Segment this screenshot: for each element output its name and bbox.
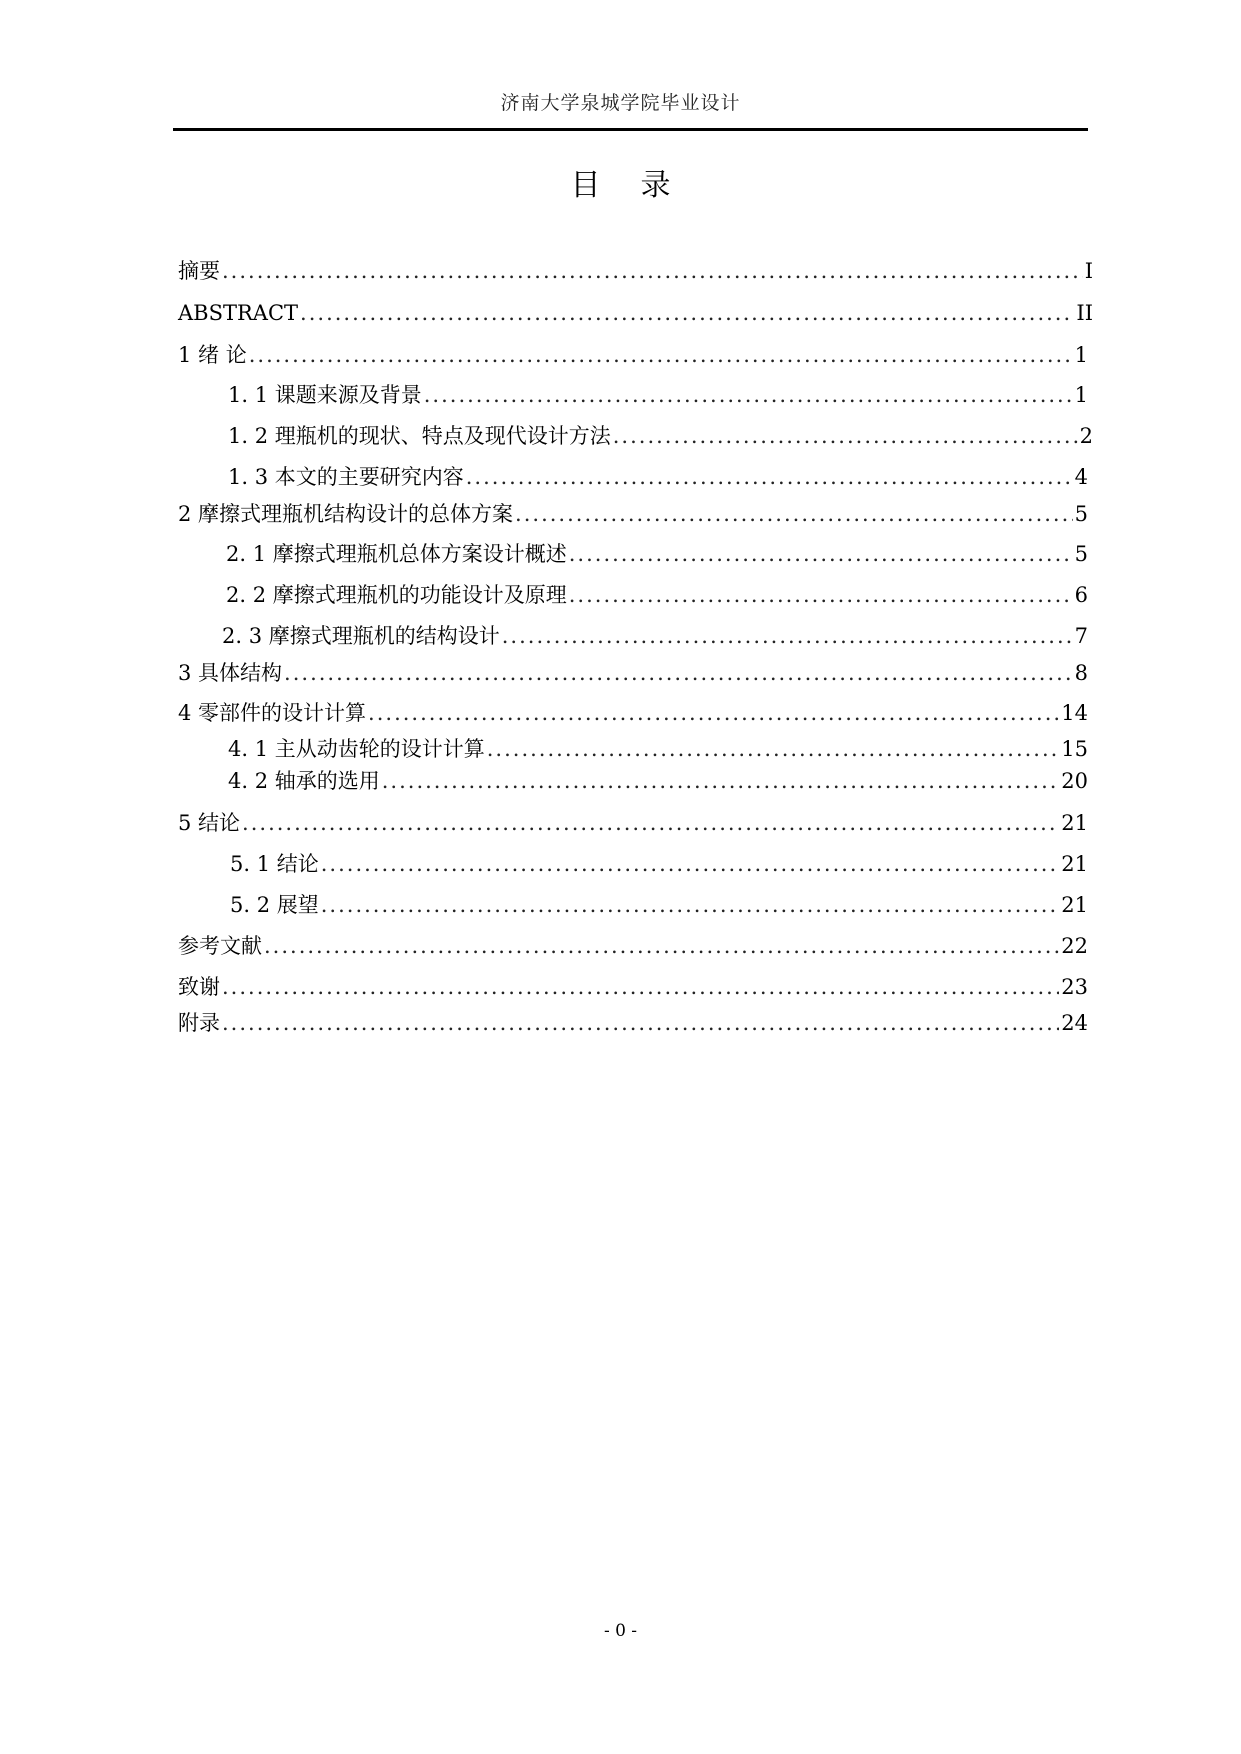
toc-entry-page: I	[1084, 259, 1093, 283]
toc-entry-page: 21	[1061, 893, 1088, 917]
toc-entry-page: 1	[1074, 383, 1088, 407]
dot-leader	[222, 258, 1083, 284]
toc-entry-label: 5 结论	[178, 811, 241, 835]
toc-entry-section-4-1[interactable]	[228, 736, 1088, 762]
toc-entry-label: 1. 1 课题来源及背景	[228, 383, 422, 407]
dot-leader	[242, 810, 1059, 836]
toc-entry-references[interactable]	[178, 933, 1088, 959]
dot-leader	[515, 501, 1073, 527]
toc-entry-acknowledgements[interactable]	[178, 974, 1088, 1000]
toc-entry-page: 2	[1079, 424, 1093, 448]
toc-entry-page: 6	[1074, 583, 1088, 607]
toc-entry-page: 14	[1061, 701, 1088, 725]
dot-leader	[466, 464, 1073, 490]
toc-entry-page: 22	[1061, 934, 1088, 958]
toc-entry-page: 15	[1061, 737, 1088, 761]
toc-entry-section-2-3[interactable]	[222, 623, 1088, 649]
toc-entry-abstract-en[interactable]	[178, 300, 1093, 326]
toc-title: 目录	[570, 168, 711, 203]
dot-leader	[569, 541, 1073, 567]
toc-entry-section-1-2[interactable]	[228, 423, 1093, 449]
toc-entry-section-4-2[interactable]	[228, 768, 1088, 794]
header-divider	[173, 128, 1088, 131]
dot-leader	[321, 892, 1060, 918]
dot-leader	[424, 382, 1073, 408]
toc-entry-label: 4 零部件的设计计算	[178, 701, 367, 725]
toc-entry-section-5-2[interactable]	[230, 892, 1088, 918]
toc-entry-page: II	[1076, 301, 1093, 325]
toc-entry-label: 2 摩擦式理瓶机结构设计的总体方案	[178, 502, 514, 526]
toc-entry-chapter-3[interactable]	[178, 660, 1088, 686]
toc-entry-label: 致谢	[178, 975, 220, 999]
toc-entry-page: 5	[1074, 502, 1088, 526]
dot-leader	[284, 660, 1073, 686]
dot-leader	[502, 623, 1073, 649]
dot-leader	[321, 851, 1060, 877]
dot-leader	[300, 300, 1074, 326]
dot-leader	[368, 700, 1059, 726]
dot-leader	[264, 933, 1059, 959]
toc-entry-page: 20	[1061, 769, 1088, 793]
toc-entry-page: 7	[1074, 624, 1088, 648]
toc-entry-section-2-2[interactable]	[226, 582, 1088, 608]
toc-entry-page: 4	[1074, 465, 1088, 489]
dot-leader	[613, 423, 1078, 449]
page-number: - 0 -	[603, 1621, 638, 1641]
toc-entry-label: 5. 2 展望	[230, 893, 319, 917]
toc-entry-section-5-1[interactable]	[230, 851, 1088, 877]
toc-entry-section-1-3[interactable]	[228, 464, 1088, 490]
toc-entry-abstract-cn[interactable]	[178, 258, 1093, 284]
toc-entry-label: 1. 3 本文的主要研究内容	[228, 465, 464, 489]
toc-entry-section-2-1[interactable]	[226, 541, 1088, 567]
toc-entry-label: 1. 2 理瓶机的现状、特点及现代设计方法	[228, 424, 611, 448]
toc-entry-label: 4. 1 主从动齿轮的设计计算	[228, 737, 485, 761]
toc-entry-page: 21	[1061, 852, 1088, 876]
toc-entry-page: 24	[1061, 1011, 1088, 1035]
dot-leader	[222, 1010, 1059, 1036]
toc-entry-page: 23	[1061, 975, 1088, 999]
toc-entry-chapter-1[interactable]	[178, 342, 1088, 368]
toc-entry-label: 摘要	[178, 259, 220, 283]
toc-entry-label: 参考文献	[178, 934, 262, 958]
toc-entry-section-1-1[interactable]	[228, 382, 1088, 408]
toc-entry-label: 2. 2 摩擦式理瓶机的功能设计及原理	[226, 583, 567, 607]
dot-leader	[249, 342, 1073, 368]
toc-entry-chapter-4[interactable]	[178, 700, 1088, 726]
toc-entry-page: 5	[1074, 542, 1088, 566]
toc-entry-page: 8	[1074, 661, 1088, 685]
header-title: 济南大学泉城学院毕业设计	[500, 92, 741, 114]
toc-entry-label: 4. 2 轴承的选用	[228, 769, 380, 793]
toc-entry-label: 5. 1 结论	[230, 852, 319, 876]
toc-entry-chapter-5[interactable]	[178, 810, 1088, 836]
toc-entry-label: 2. 3 摩擦式理瓶机的结构设计	[222, 624, 500, 648]
dot-leader	[222, 974, 1059, 1000]
dot-leader	[569, 582, 1073, 608]
toc-entry-page: 1	[1074, 343, 1088, 367]
toc-entry-page: 21	[1061, 811, 1088, 835]
toc-entry-chapter-2[interactable]	[178, 501, 1088, 527]
dot-leader	[487, 736, 1060, 762]
toc-entry-label: 1 绪 论	[178, 343, 247, 367]
toc-entry-label: 附录	[178, 1011, 220, 1035]
toc-entry-appendix[interactable]	[178, 1010, 1088, 1036]
toc-entry-label: 2. 1 摩擦式理瓶机总体方案设计概述	[226, 542, 567, 566]
toc-entry-label: 3 具体结构	[178, 661, 283, 685]
dot-leader	[382, 768, 1060, 794]
toc-entry-label: ABSTRACT	[178, 301, 299, 325]
